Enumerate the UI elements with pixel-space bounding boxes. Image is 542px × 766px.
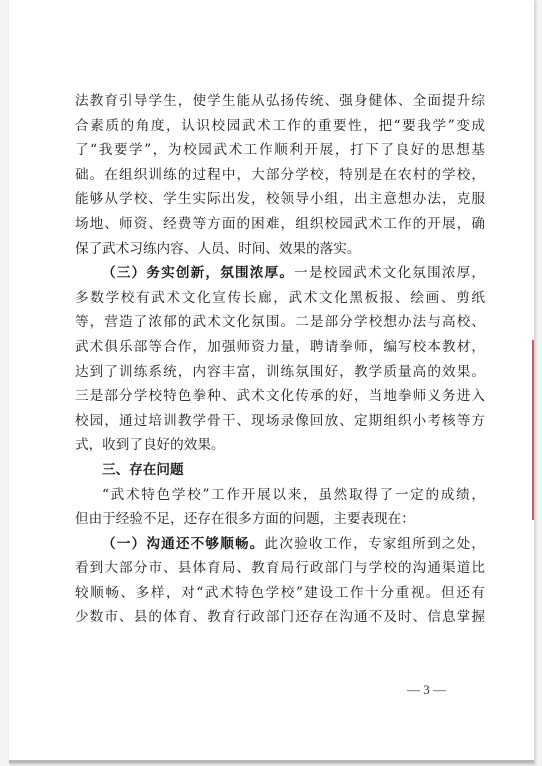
text-line: 了“我要学”，为校园武术工作顺利开展，打下了良好的思想基 <box>75 142 485 159</box>
text-line: 武术俱乐部等合作，加强师资力量，聘请拳师，编写校本教材， <box>75 338 485 355</box>
paragraph-heading: （三）务实创新，氛围浓厚。 <box>102 265 295 282</box>
paragraph-heading-line <box>75 261 485 286</box>
text-line: 但由于经验不足，还存在很多方面的问题，主要表现在： <box>75 511 415 528</box>
text-line: 合素质的角度，认识校园武术工作的重要性，把“要我学”变成 <box>75 117 485 134</box>
paragraph-text: 此次验收工作，专家组所到之处， <box>264 535 485 552</box>
text-line: 式，收到了良好的效果。 <box>75 437 225 454</box>
text-line: “武术特色学校”工作开展以来，虽然取得了一定的成绩， <box>102 486 485 503</box>
text-line: 较顺畅、多样，对“武术特色学校”建设工作十分重视。但还有 <box>75 584 485 601</box>
text-line: 三是部分学校特色拳种、武术文化传承的好，当地拳师义务进入 <box>75 388 485 405</box>
section-heading: 三、存在问题 <box>102 461 184 478</box>
page-number: — 3 — <box>407 682 446 697</box>
text-line: 多数学校有武术文化宣传长廊，武术文化黑板报、绘画、剪纸 <box>75 289 485 306</box>
text-line: 看到大部分市、县体育局、教育局行政部门与学校的沟通渠道比 <box>75 560 485 577</box>
text-line: 础。在组织训练的过程中，大部分学校，特别是在农村的学校， <box>75 166 485 183</box>
paragraph-text: 一是校园武术文化氛围浓厚， <box>294 265 485 282</box>
text-line: 场地、师资、经费等方面的困难，组织校园武术工作的开展，确 <box>75 215 485 232</box>
text-line: 能够从学校、学生实际出发，校领导小组，出主意想办法，克服 <box>75 191 485 208</box>
text-line: 保了武术习练内容、人员、时间、效果的落实。 <box>75 240 361 257</box>
paragraph-heading: （一）沟通还不够顺畅。 <box>102 535 265 552</box>
body-text <box>75 89 485 630</box>
text-line: 少数市、县的体育、教育行政部门还存在沟通不及时、信息掌握 <box>75 609 485 626</box>
text-line: 达到了训练系统，内容丰富，训练氛围好，教学质量高的效果。 <box>75 363 485 380</box>
text-line: 法教育引导学生，使学生能从弘扬传统、强身健体、全面提升综 <box>75 93 485 109</box>
text-line: 等，营造了浓郁的武术文化氛围。二是部分学校想办法与高校、 <box>75 314 485 331</box>
paragraph-heading-line <box>75 532 485 557</box>
text-line: 校园，通过培训教学骨干、现场录像回放、定期组织小考核等方 <box>75 412 485 429</box>
page-edge-mark <box>532 340 534 520</box>
document-page <box>9 0 535 764</box>
page-bottom-border <box>9 760 534 763</box>
